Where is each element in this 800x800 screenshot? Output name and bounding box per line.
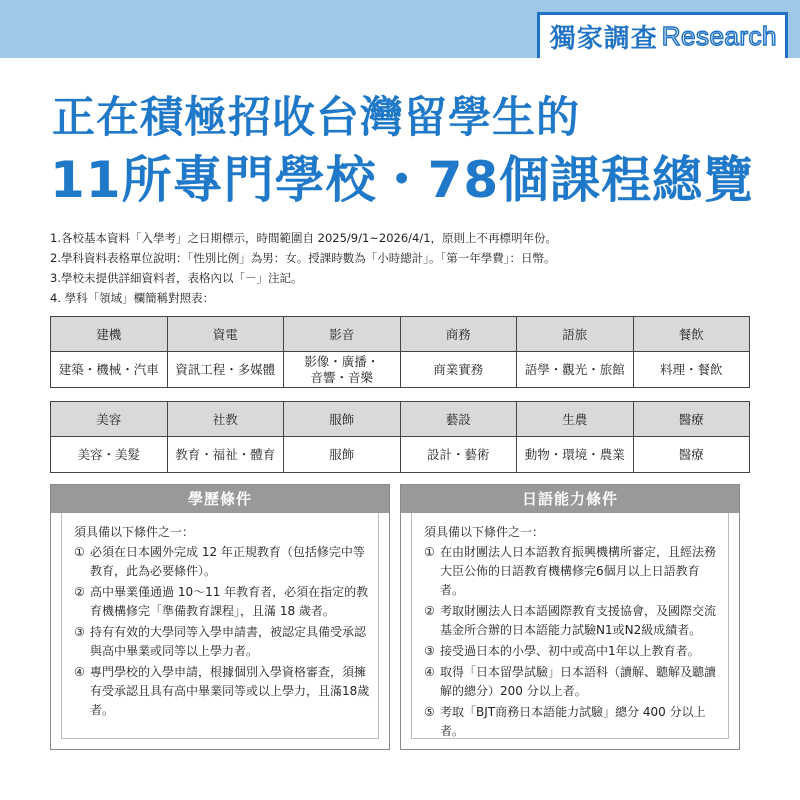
table-cell: 資訊工程・多媒體 xyxy=(167,352,284,388)
item-text: 在由財團法人日本語教育振興機構所審定，且經法務大臣公佈的日語教育機構修完6個月以上日語教育者。 xyxy=(440,545,717,597)
table-cell: 料理・餐飲 xyxy=(633,352,750,388)
item-text: 持有有效的大學同等入學申請書，被認定具備受承認與高中畢業或同等以上學力者。 xyxy=(90,625,367,658)
list-item xyxy=(424,543,720,600)
list-item xyxy=(424,663,720,701)
japanese-requirements-panel xyxy=(400,484,740,750)
item-number: ③ xyxy=(74,625,85,639)
item-text: 高中畢業僅通過 10～11 年教育者，必須在指定的教育機構修完「準備教育課程」，且滿 18 歲者。 xyxy=(90,585,369,618)
table-cell: 教育・福祉・體育 xyxy=(167,437,284,473)
table-header-cell: 生農 xyxy=(517,402,634,437)
item-text: 接受過日本的小學、初中或高中1年以上教育者。 xyxy=(440,644,700,658)
note-4: 4. 學科「領域」欄簡稱對照表： xyxy=(50,291,215,305)
item-text: 考取財團法人日本語國際教育支援協會，及國際交流基金所合辦的日本語能力試驗N1或N2級成績者。 xyxy=(440,604,717,637)
panel-body xyxy=(411,513,729,739)
table-cell: 醫療 xyxy=(633,437,750,473)
table-header-row xyxy=(51,402,750,437)
item-text: 取得「日本留學試驗」日本語科（讀解、聽解及聽讀解的總分）200 分以上者。 xyxy=(440,665,717,698)
table-header-cell: 建機 xyxy=(51,317,168,352)
item-number: ① xyxy=(74,545,85,559)
table-header-cell: 服飾 xyxy=(284,402,401,437)
notes-list xyxy=(50,228,557,308)
panel-heading: 學歷條件 xyxy=(51,485,389,513)
table-header-cell: 餐飲 xyxy=(633,317,750,352)
page-title-line-2: 11所專門學校・78個課程總覽 xyxy=(50,151,755,209)
list-item xyxy=(74,623,370,661)
item-text: 考取「BJT商務日本語能力試驗」總分 400 分以上者。 xyxy=(440,705,706,738)
table-row xyxy=(51,352,750,388)
list-item xyxy=(424,642,720,661)
list-item xyxy=(74,543,370,581)
panel-intro: 須具備以下條件之一： xyxy=(424,525,545,539)
table-header-cell: 美容 xyxy=(51,402,168,437)
item-number: ② xyxy=(424,604,435,618)
table-cell: 影像・廣播・ 音響・音樂 xyxy=(284,352,401,388)
education-requirements-panel xyxy=(50,484,390,750)
list-item xyxy=(424,703,720,741)
item-number: ④ xyxy=(74,665,85,679)
table-cell: 服飾 xyxy=(284,437,401,473)
list-item xyxy=(424,602,720,640)
section-badge xyxy=(537,12,788,58)
table-cell: 設計・藝術 xyxy=(400,437,517,473)
item-number: ② xyxy=(74,585,85,599)
note-1: 1.各校基本資料「入學考」之日期標示，時間範圍自 2025/9/1~2026/4/1，原則上不再標明年份。 xyxy=(50,231,558,245)
table-header-cell: 醫療 xyxy=(633,402,750,437)
field-abbrev-table-1 xyxy=(50,316,750,388)
item-number: ① xyxy=(424,545,435,559)
list-item xyxy=(74,663,370,720)
table-cell: 美容・美髮 xyxy=(51,437,168,473)
panel-intro: 須具備以下條件之一： xyxy=(74,525,195,539)
panel-body xyxy=(61,513,379,739)
badge-label-en: Research xyxy=(661,21,777,51)
note-2: 2.學科資料表格單位說明：「性別比例」為男：女。授課時數為「小時總計」。「第一年學費」：日幣。 xyxy=(50,251,556,265)
field-abbrev-table-2 xyxy=(50,401,750,473)
table-header-cell: 商務 xyxy=(400,317,517,352)
table-cell: 動物・環境・農業 xyxy=(517,437,634,473)
item-number: ④ xyxy=(424,665,435,679)
table-cell: 建築・機械・汽車 xyxy=(51,352,168,388)
item-text: 專門學校的入學申請，根據個別入學資格審查，須擁有受承認且具有高中畢業同等或以上學力，且滿18歲者。 xyxy=(90,665,370,717)
table-header-cell: 社教 xyxy=(167,402,284,437)
item-text: 必須在日本國外完成 12 年正規教育（包括修完中等教育，此為必要條件）。 xyxy=(90,545,365,578)
item-number: ⑤ xyxy=(424,705,435,719)
table-header-cell: 影音 xyxy=(284,317,401,352)
table-cell: 商業實務 xyxy=(400,352,517,388)
table-row xyxy=(51,437,750,473)
table-header-row xyxy=(51,317,750,352)
page-title-line-1: 正在積極招收台灣留學生的 xyxy=(52,93,580,143)
panel-heading: 日語能力條件 xyxy=(401,485,739,513)
note-3: 3.學校未提供詳細資料者，表格內以「－」注記。 xyxy=(50,271,303,285)
table-header-cell: 藝設 xyxy=(400,402,517,437)
table-header-cell: 資電 xyxy=(167,317,284,352)
item-number: ③ xyxy=(424,644,435,658)
table-header-cell: 語旅 xyxy=(517,317,634,352)
list-item xyxy=(74,583,370,621)
badge-label-zh: 獨家調查 xyxy=(549,24,658,54)
table-cell: 語學・觀光・旅館 xyxy=(517,352,634,388)
